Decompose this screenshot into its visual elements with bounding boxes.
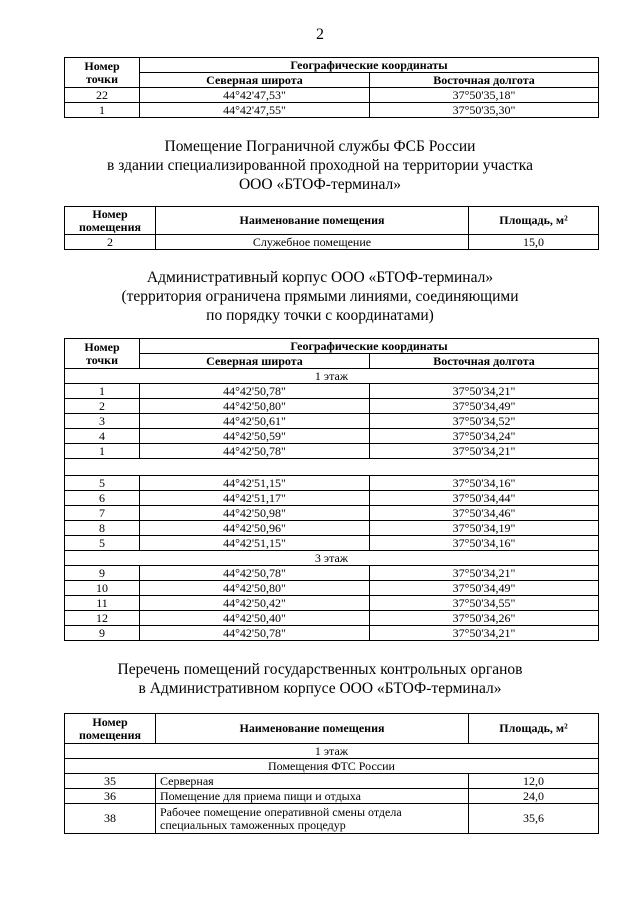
heading-border-service-room: Помещение Пограничной службы ФСБ России в здании специализированной проходной на территории участка ООО «БТОФ-терминал»	[107, 138, 533, 193]
floor-label: 1 этаж	[65, 369, 599, 384]
col-header-area: Площадь, м²	[469, 207, 599, 235]
rooms-table-2	[64, 713, 599, 834]
col-header-room-number: Номер помещения	[65, 714, 156, 744]
col-header-north-latitude: Северная широта	[140, 354, 370, 369]
floor-separator	[65, 459, 599, 476]
col-header-point-number: Номер точки	[65, 58, 140, 88]
table-row: 9 44°42'50,78" 37°50'34,21"	[65, 566, 599, 581]
section-label: Помещения ФТС России	[65, 759, 599, 774]
col-header-room-name: Наименование помещения	[156, 207, 469, 235]
table-row: 36 Помещение для приема пищи и отдыха 24,0	[65, 789, 599, 804]
heading-admin-building: Административный корпус ООО «БТОФ-терминал» (территория ограничена прямыми линиями, соединяющими по порядку точки с координатами)	[121, 269, 519, 324]
coordinates-table-2	[64, 338, 599, 641]
table-row: 12 44°42'50,40" 37°50'34,26"	[65, 611, 599, 626]
table-row: 3 44°42'50,61" 37°50'34,52"	[65, 414, 599, 429]
page-number: 2	[316, 26, 324, 43]
col-header-point-number: Номер точки	[65, 339, 140, 369]
col-header-east-longitude: Восточная долгота	[370, 354, 599, 369]
table-row: 38 Рабочее помещение оперативной смены отдела специальных таможенных процедур 35,6	[65, 804, 599, 834]
table-row: 1 44°42'50,78" 37°50'34,21"	[65, 444, 599, 459]
table-row: 9 44°42'50,78" 37°50'34,21"	[65, 626, 599, 641]
col-header-east-longitude: Восточная долгота	[370, 73, 599, 88]
floor-label: 1 этаж	[65, 744, 599, 759]
col-header-room-number: Номер помещения	[65, 207, 156, 235]
table-row: 5 44°42'51,15" 37°50'34,16"	[65, 476, 599, 491]
table-row: 1 44°42'50,78" 37°50'34,21"	[65, 384, 599, 399]
col-header-geo-coordinates: Географические координаты	[140, 339, 599, 354]
table-row: 8 44°42'50,96" 37°50'34,19"	[65, 521, 599, 536]
floor-label: 3 этаж	[65, 551, 599, 566]
coordinates-table-1	[64, 57, 599, 118]
table-row: 7 44°42'50,98" 37°50'34,46"	[65, 506, 599, 521]
table-row: 2 44°42'50,80" 37°50'34,49"	[65, 399, 599, 414]
col-header-geo-coordinates: Географические координаты	[140, 58, 599, 73]
col-header-room-name: Наименование помещения	[156, 714, 469, 744]
rooms-table-1	[64, 206, 599, 250]
heading-control-bodies-rooms: Перечень помещений государственных контрольных органов в Административном корпусе ООО «БТОФ-терминал»	[117, 661, 523, 697]
table-row: 4 44°42'50,59" 37°50'34,24"	[65, 429, 599, 444]
table-row: 35 Серверная 12,0	[65, 774, 599, 789]
table-row: 1 44°42'47,55" 37°50'35,30"	[65, 103, 599, 118]
table-row: 6 44°42'51,17" 37°50'34,44"	[65, 491, 599, 506]
table-row: 22 44°42'47,53" 37°50'35,18"	[65, 88, 599, 103]
table-row: 11 44°42'50,42" 37°50'34,55"	[65, 596, 599, 611]
table-row: 10 44°42'50,80" 37°50'34,49"	[65, 581, 599, 596]
table-row: 2 Служебное помещение 15,0	[65, 235, 599, 250]
col-header-area: Площадь, м²	[469, 714, 599, 744]
col-header-north-latitude: Северная широта	[140, 73, 370, 88]
table-row: 5 44°42'51,15" 37°50'34,16"	[65, 536, 599, 551]
